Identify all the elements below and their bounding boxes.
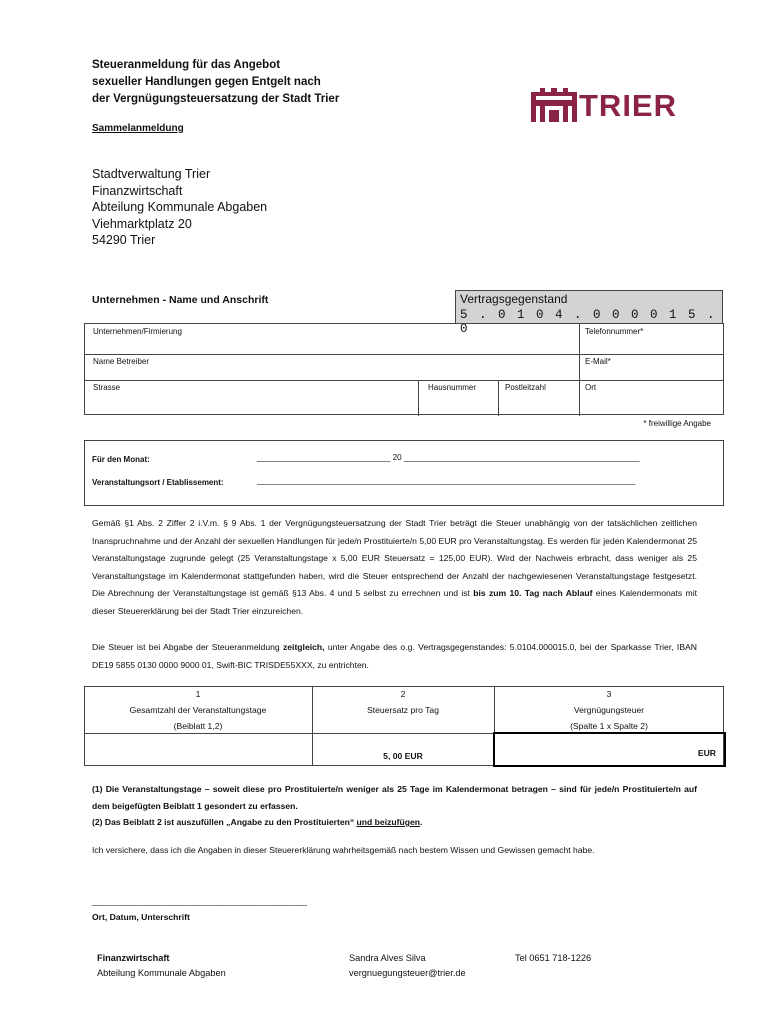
footer-department (97, 951, 226, 981)
company-form-table (84, 323, 724, 415)
payment-paragraph (92, 639, 697, 674)
col3-number: 3 (606, 689, 612, 699)
firm-field[interactable]: Unternehmen/Firmierung (93, 327, 182, 336)
deadline-text: bis zum 10. Tag nach Ablauf (473, 588, 593, 598)
title-line-3: der Vergnügungsteuersatzung der Stadt Trier (92, 93, 340, 105)
contract-label: Vertragsgegenstand (460, 292, 568, 306)
col1-heading: Gesamtzahl der Veranstaltungstage (129, 705, 267, 715)
paragraph-text: eines Kalendermonats mit dieser Steuererklärung bei der Stadt Trier einzureichen. (92, 588, 697, 616)
house-number-field[interactable]: Hausnummer (428, 383, 477, 392)
simultaneous-text: zeitgleich, (282, 642, 325, 652)
address-line: Finanzwirtschaft (92, 183, 183, 198)
notes (92, 781, 697, 831)
tax-calculation-table (84, 686, 724, 766)
month-label: Für den Monat: (92, 455, 150, 464)
document-subtitle: Sammelanmeldung (92, 123, 184, 134)
period-box (84, 440, 724, 506)
address-line: Stadtverwaltung Trier (92, 167, 211, 181)
venue-label: Veranstaltungsort / Etablissement: (92, 478, 224, 487)
col2-heading: Steuersatz pro Tag (367, 705, 439, 715)
month-input[interactable]: ______________________________ 20 _____________________________________________________ (257, 453, 640, 462)
col1-subheading: (Beiblatt 1,2) (173, 721, 223, 731)
trier-logo (531, 88, 701, 124)
footer-contact (349, 951, 466, 981)
note-2-underlined: und beizufügen (356, 817, 421, 827)
footer-phone: Tel 0651 718-1226 (515, 953, 592, 963)
operator-name-field[interactable]: Name Betreiber (93, 357, 150, 366)
total-days-input[interactable] (84, 734, 312, 766)
logo-wordmark: TRIER (579, 88, 677, 123)
footer-dept-bold: Finanzwirtschaft (97, 953, 170, 963)
address-line: 54290 Trier (92, 233, 156, 247)
address-line: Abteilung Kommunale Abgaben (92, 200, 268, 214)
city-gate-icon (531, 88, 577, 124)
paragraph-text: Die Steuer ist bei Abgabe der Steueranmeldung (92, 642, 283, 652)
footer-contact-name: Sandra Alves Silva (349, 953, 426, 963)
postal-code-field[interactable]: Postleitzahl (505, 383, 546, 392)
paragraph-text: unter Angabe des o.g. Vertragsgegenstandes: 5.0104.000015.0, bei der Sparkasse Trier, IBAN DE19 5855 0130 0000 9000 01, Swift-BIC TRISDE55XXX, zu entrichten. (92, 642, 697, 670)
company-heading: Unternehmen - Name und Anschrift (92, 294, 269, 306)
optional-footnote: * freiwillige Angabe (643, 419, 711, 428)
signature-label: Ort, Datum, Unterschrift (92, 912, 190, 922)
title-line-1: Steueranmeldung für das Angebot (92, 59, 281, 71)
venue-input[interactable]: _____________________________________________________________________________________ (257, 476, 636, 485)
recipient-address (92, 166, 267, 249)
col2-number: 2 (400, 689, 406, 699)
col3-subheading: (Spalte 1 x Spalte 2) (570, 721, 648, 731)
note-2 (92, 814, 697, 831)
eur-label: EUR (697, 748, 716, 758)
tax-rate-value: 5, 00 EUR (383, 751, 423, 761)
col1-number: 1 (195, 689, 201, 699)
paragraph-text: Gemäß §1 Abs. 2 Ziffer 2 i.V.m. § 9 Abs. 1 der Vergnügungsteuersatzung der Stadt Trier beträgt die Steuer unabhängig von der tatsächlichen zeitlichen Inanspruchnahme und der Anzahl der sexuellen Handlungen für jede/n Prostituierte/n 5,00 EUR pro Veranstaltungstag. Es werden für jeden Kalendermonat 25 Veranstaltungstage zugrunde gelegt (25 Veranstaltungstage x 5,00 EUR Steuersatz = 125,00 EUR). Wird der Nachweis erbracht, dass weniger als 25 Veranstaltungstage im Kalendermonat stattgefunden haben, wird die Steuer entsprechend der Anzahl der nachgewiesenen Veranstaltungstage festgesetzt. Die Abrechnung der Veranstaltungstage ist gemäß §13 Abs. 4 und 5 selbst zu errechnen und ist (92, 518, 697, 598)
note-1: (1) Die Veranstaltungstage – soweit diese pro Prostituierte/n weniger als 25 Tage im Kalendermonat betragen – sind für jede/n Prostituierte/n auf dem beigefügten Beiblatt 1 gesondert zu erfassen. (92, 784, 697, 811)
footer-dept: Abteilung Kommunale Abgaben (97, 968, 226, 978)
declaration-text: Ich versichere, dass ich die Angaben in dieser Steuererklärung wahrheitsgemäß nach bestem Wissen und Gewissen gemacht habe. (92, 845, 595, 855)
email-field[interactable]: E-Mail* (585, 357, 611, 366)
col3-heading: Vergnügungsteuer (573, 705, 645, 715)
title-line-2: sexueller Handlungen gegen Entgelt nach (92, 76, 321, 88)
street-field[interactable]: Strasse (93, 383, 121, 392)
phone-field[interactable]: Telefonnummer* (585, 327, 644, 336)
contract-number: 5 . 0 1 0 4 . 0 0 0 0 1 5 . 0 (460, 308, 717, 336)
tax-amount-input[interactable] (493, 732, 726, 767)
signature-line[interactable]: _____________________________________________ (92, 896, 308, 906)
note-2-end: . (420, 817, 423, 827)
city-field[interactable]: Ort (585, 383, 597, 392)
footer-contact-email[interactable]: vergnuegungsteuer@trier.de (349, 968, 466, 978)
tax-rule-paragraph (92, 515, 697, 620)
address-line: Viehmarktplatz 20 (92, 216, 192, 231)
note-2-text: (2) Das Beiblatt 2 ist auszufüllen „Angabe zu den Prostituierten“ (92, 817, 357, 827)
document-title (92, 57, 339, 108)
